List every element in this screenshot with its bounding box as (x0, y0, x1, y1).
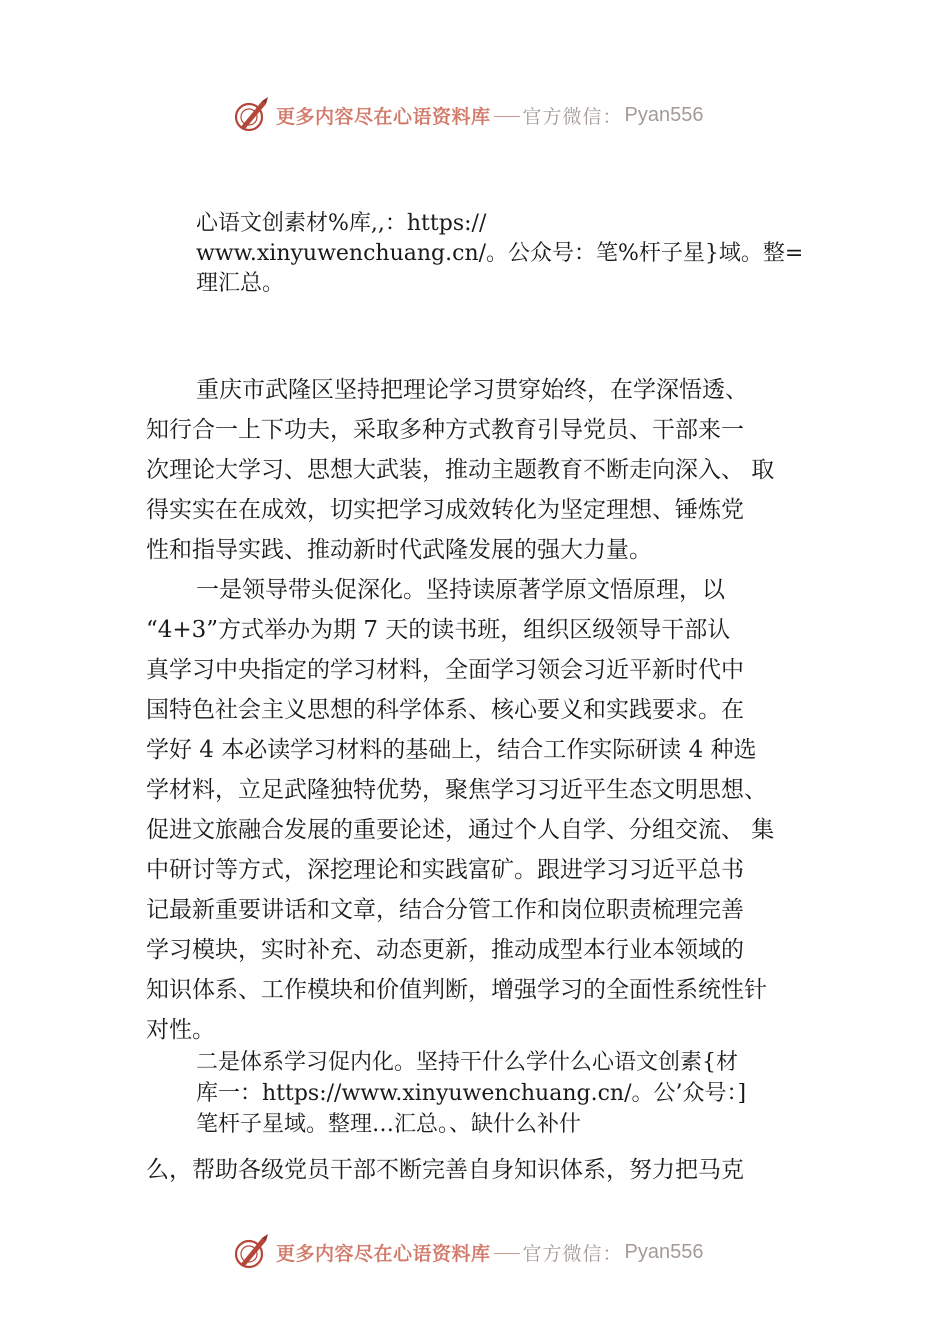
banner-wechat-id: Pyan556 (624, 1240, 704, 1263)
paragraph-1-line: 知行合一上下功夫，采取多种方式教育引导党员、干部来一 (146, 417, 744, 443)
note-line: 心语文创素材%库,,：https:// (196, 211, 487, 236)
paragraph-2-line: 学好 4 本必读学习材料的基础上，结合工作实际研读 4 种选 (146, 737, 757, 763)
note-line: 理汇总。 (196, 271, 285, 296)
paragraph-2-line: 促进文旅融合发展的重要论述，通过个人自学、分组交流、 集 (146, 817, 775, 843)
paragraph-2-line: 中研讨等方式，深挖理论和实践富矿。跟进学习习近平总书 (146, 857, 744, 883)
paragraph-2-line: 对性。 (146, 1017, 215, 1043)
note-line: www.xinyuwenchuang.cn/。公众号：笔%杆子星}域。整= (196, 241, 804, 266)
paragraph-2-line: “4+3”方式举办为期 7 天的读书班，组织区级领导干部认 (146, 617, 731, 643)
source-note-top (196, 209, 836, 299)
banner-dash (494, 1253, 520, 1254)
note-line: 笔杆子星域。整理…汇总。、缺什么补什 (196, 1112, 582, 1137)
quill-pen-seal-icon (232, 95, 272, 135)
paragraph-2-line: 记最新重要讲话和文章，结合分管工作和岗位职责梳理完善 (146, 897, 744, 923)
banner-lead-text: 更多内容尽在心语资料库 (276, 1242, 491, 1265)
banner-wechat-label: 官方微信： (522, 1242, 623, 1265)
source-note-inline (196, 1047, 836, 1140)
banner-wechat-id: Pyan556 (624, 103, 704, 126)
banner-wechat-label: 官方微信： (522, 105, 623, 128)
header-banner (232, 95, 704, 135)
paragraph-2-line: 国特色社会主义思想的科学体系、核心要义和实践要求。在 (146, 697, 744, 723)
continuation-line: 么，帮助各级党员干部不断完善自身知识体系，努力把马克 (146, 1157, 744, 1183)
paragraph-2-line: 学习模块，实时补充、动态更新，推动成型本行业本领域的 (146, 937, 744, 963)
banner-lead-text: 更多内容尽在心语资料库 (276, 105, 491, 128)
paragraph-2-line: 真学习中央指定的学习材料，全面学习领会习近平新时代中 (146, 657, 744, 683)
footer-banner (232, 1232, 704, 1272)
article-body (146, 370, 826, 1050)
paragraph-2-line: 学材料，立足武隆独特优势，聚焦学习习近平生态文明思想、 (146, 777, 767, 803)
paragraph-2-line: 知识体系、工作模块和价值判断，增强学习的全面性系统性针 (146, 977, 767, 1003)
note-line: 库一：https://www.xinyuwenchuang.cn/。公’众号：] (196, 1081, 747, 1106)
paragraph-1-line: 性和指导实践、推动新时代武隆发展的强大力量。 (146, 537, 652, 563)
paragraph-2-line: 一是领导带头促深化。坚持读原著学原文悟原理，以 (196, 577, 725, 603)
paragraph-1-line: 得实实在在成效，切实把学习成效转化为坚定理想、锤炼党 (146, 497, 744, 523)
quill-pen-seal-icon (232, 1232, 272, 1272)
banner-dash (494, 116, 520, 117)
paragraph-1-line: 次理论大学习、思想大武装，推动主题教育不断走向深入、 取 (146, 457, 775, 483)
paragraph-1-line: 重庆市武隆区坚持把理论学习贯穿始终，在学深悟透、 (196, 377, 748, 403)
note-line: 二是体系学习促内化。坚持干什么学什么心语文创素{材 (196, 1050, 738, 1075)
